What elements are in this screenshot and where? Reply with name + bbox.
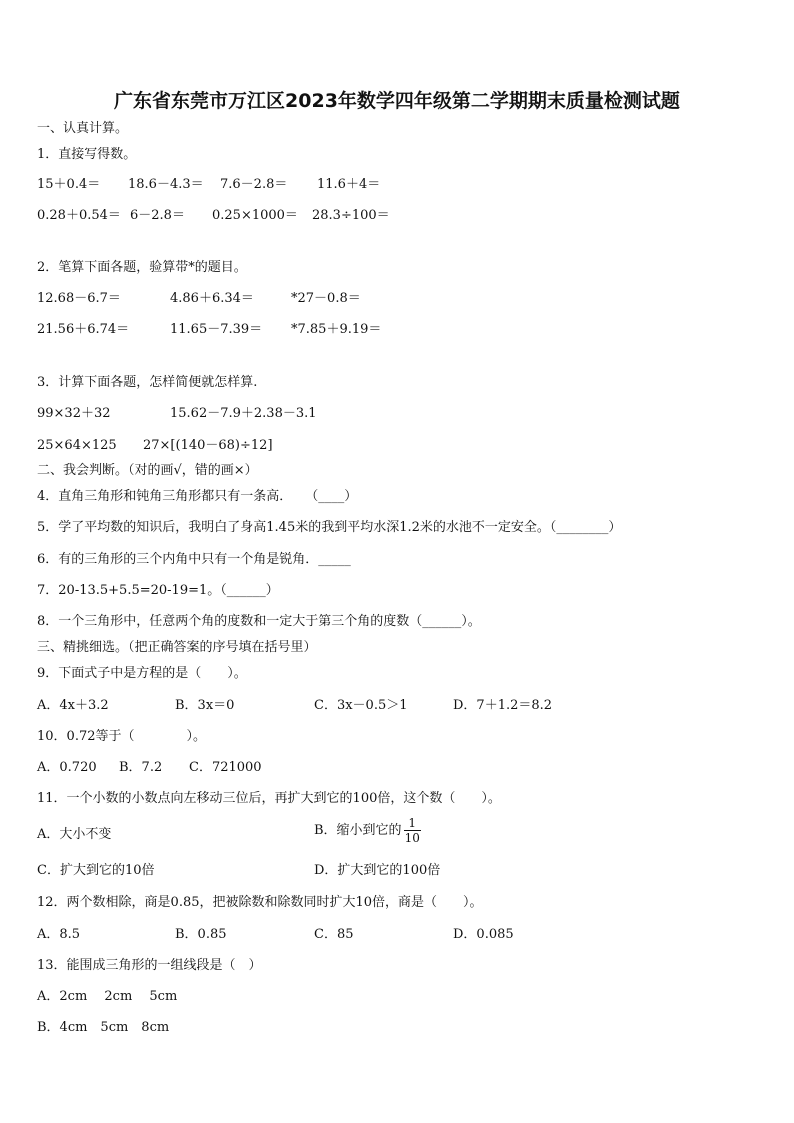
section-2-heading: 二、我会判断。（对的画√，错的画×） <box>37 463 258 478</box>
q9-option: A．4x＋3.2 <box>37 698 109 713</box>
q3-item: 27×[(140－68)÷12] <box>143 438 273 453</box>
q11-option-b-text: B．缩小到它的 <box>314 823 402 838</box>
q1-item: 18.6－4.3＝ <box>128 177 204 192</box>
q12-option: B．0.85 <box>175 927 227 942</box>
q1-item: 28.3÷100＝ <box>312 208 390 223</box>
q1-item: 0.28＋0.54＝ <box>37 208 121 223</box>
q2-item: *7.85＋9.19＝ <box>291 322 382 337</box>
q3-item: 15.62－7.9＋2.38－3.1 <box>170 406 317 421</box>
fraction-denominator: 10 <box>404 831 420 845</box>
q13-option-a: A．2cm 2cm 5cm <box>37 989 178 1004</box>
q1-label: 1．直接写得数。 <box>37 147 137 162</box>
fraction <box>404 816 421 845</box>
q10-option: B．7.2 <box>119 760 163 775</box>
page-title: 广东省东莞市万江区2023年数学四年级第二学期期末质量检测试题 <box>114 90 680 112</box>
q2-item: 4.86＋6.34＝ <box>170 291 254 306</box>
q12-option: A．8.5 <box>37 927 81 942</box>
q10-option: C．721000 <box>189 760 262 775</box>
q7: 7．20-13.5+5.5=20-19=1。（______） <box>37 583 279 598</box>
q1-item: 6－2.8＝ <box>130 208 185 223</box>
q3-item: 99×32＋32 <box>37 406 111 421</box>
q10-stem: 10．0.72等于（ ）。 <box>37 729 206 744</box>
q13-stem: 13．能围成三角形的一组线段是（ ） <box>37 958 262 973</box>
q1-item: 7.6－2.8＝ <box>220 177 288 192</box>
q2-label: 2．笔算下面各题，验算带*的题目。 <box>37 260 247 275</box>
q1-item: 15＋0.4＝ <box>37 177 101 192</box>
q2-item: *27－0.8＝ <box>291 291 361 306</box>
section-1-heading: 一、认真计算。 <box>37 121 129 136</box>
q3-item: 25×64×125 <box>37 438 117 453</box>
q11-option-c: C．扩大到它的10倍 <box>37 863 155 878</box>
q11-option-a: A．大小不变 <box>37 827 112 842</box>
q11-stem: 11．一个小数的小数点向左移动三位后，再扩大到它的100倍，这个数（ ）。 <box>37 791 501 806</box>
section-3-heading: 三、精挑细选。（把正确答案的序号填在括号里） <box>37 640 317 655</box>
q8: 8．一个三角形中，任意两个角的度数和一定大于第三个角的度数（______）。 <box>37 614 481 629</box>
q1-item: 11.6＋4＝ <box>317 177 381 192</box>
q1-item: 0.25×1000＝ <box>212 208 298 223</box>
q11-option-b <box>314 816 421 845</box>
q9-option: C．3x－0.5＞1 <box>314 698 408 713</box>
q12-stem: 12．两个数相除，商是0.85，把被除数和除数同时扩大10倍，商是（ ）。 <box>37 895 483 910</box>
q9-stem: 9．下面式子中是方程的是（ ）。 <box>37 666 247 681</box>
q11-option-d: D．扩大到它的100倍 <box>314 863 441 878</box>
q2-item: 12.68－6.7＝ <box>37 291 121 306</box>
q12-option: C．85 <box>314 927 354 942</box>
q4: 4．直角三角形和钝角三角形都只有一条高． （____） <box>37 489 358 504</box>
q2-item: 11.65－7.39＝ <box>170 322 263 337</box>
q9-option: D．7＋1.2＝8.2 <box>453 698 553 713</box>
q5: 5．学了平均数的知识后，我明白了身高1.45米的我到平均水深1.2米的水池不一定安全。（________） <box>37 520 622 535</box>
q9-option: B．3x＝0 <box>175 698 235 713</box>
q10-option: A．0.720 <box>37 760 97 775</box>
q12-option: D．0.085 <box>453 927 514 942</box>
fraction-numerator: 1 <box>404 816 421 831</box>
q2-item: 21.56＋6.74＝ <box>37 322 130 337</box>
q13-option-b: B．4cm 5cm 8cm <box>37 1020 170 1035</box>
q3-label: 3．计算下面各题，怎样简便就怎样算. <box>37 375 258 390</box>
q6: 6．有的三角形的三个内角中只有一个角是锐角．_____ <box>37 552 351 567</box>
